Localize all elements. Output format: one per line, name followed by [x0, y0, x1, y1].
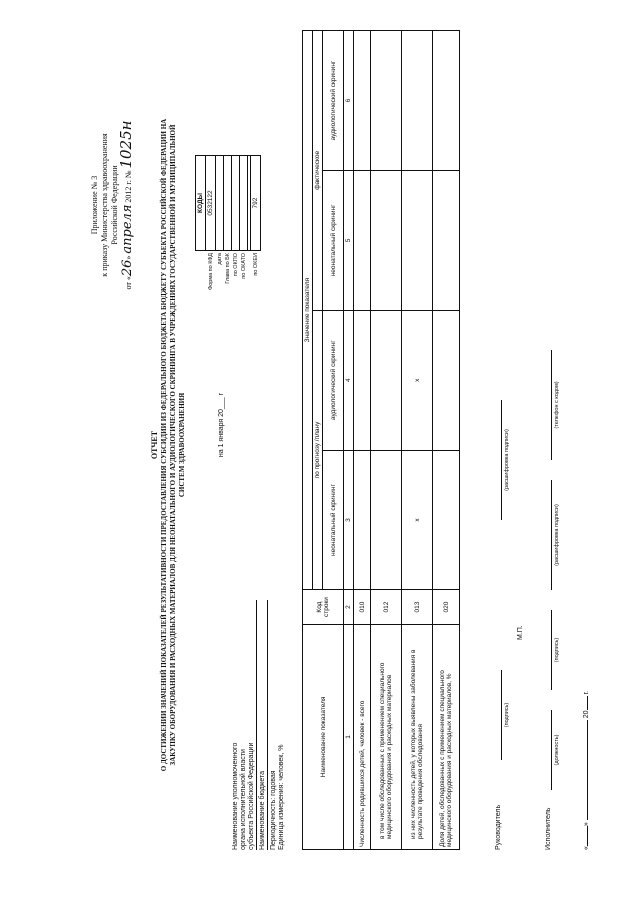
executor-phone-caption: (телефон с кодом) — [554, 381, 560, 429]
row-cell[interactable] — [371, 31, 402, 171]
row-cell[interactable] — [433, 171, 460, 311]
field-line: Наименование уполномоченного — [232, 742, 239, 850]
executor-signature-line — [551, 610, 552, 690]
row-name: Доля детей, обследованных с применением специального медицинского оборудования и расходных материалов, % — [433, 624, 460, 849]
codes-value: 0532122 — [206, 156, 216, 251]
row-cell[interactable] — [371, 171, 402, 311]
codes-label: Глава по БК — [224, 253, 231, 284]
header-fact: фактическое — [313, 31, 323, 311]
row-name: в том числе обследованных с применением специального медицинского оборудования и расходных материалов — [371, 624, 402, 849]
header-plan-audio: аудиологический скрининг — [323, 310, 344, 450]
field-line: Единица измерения: человек, % — [278, 744, 285, 850]
date-quote-close: » — [583, 822, 590, 827]
row-cell[interactable] — [354, 31, 371, 171]
row-name: из них численность детей, у которых выявлены заболевания в результате проведения обследования — [402, 624, 433, 849]
header-code: Код строки — [303, 590, 344, 624]
header-plan: по прогнозу /плану — [313, 310, 323, 590]
report-heading: ОТЧЕТ — [150, 430, 159, 460]
main-table-wrap — [302, 30, 460, 850]
codes-box — [195, 155, 261, 305]
row-cell[interactable] — [354, 171, 371, 311]
report-title-line-2: ЗАКУПКУ ОБОРУДОВАНИЯ И РАСХОДНЫХ МАТЕРИАЛОВ ДЛЯ НЕОНАТАЛЬНОГО И АУДИОЛОГИЧЕСКОГО СКРИНИНГА В УЧРЕЖДЕНИЯХ ГОСУДАРСТВЕННОЙ И МУНИЦИПАЛЬНОЙ — [169, 124, 177, 766]
date-year-blank — [587, 696, 588, 710]
row-cell[interactable] — [371, 310, 402, 450]
head-decoding-line — [501, 400, 502, 520]
date-year-prefix: 20 — [583, 710, 590, 719]
row-code: 013 — [402, 590, 433, 624]
head-decoding-caption: (расшифровка подписи) — [504, 429, 510, 491]
row-cell[interactable] — [433, 310, 460, 450]
appendix-date-year: 2012 г. № — [124, 170, 133, 203]
row-cell[interactable] — [354, 310, 371, 450]
appendix-line-3: Российской Федерации — [110, 165, 119, 245]
table-row — [402, 31, 433, 850]
codes-label: дата — [216, 253, 223, 265]
appendix-line-2: к приказу Министерства здравоохранения — [100, 133, 109, 277]
row-name: Численность родившихся детей, человек - всего — [354, 624, 371, 849]
row-code: 010 — [354, 590, 371, 624]
codes-label-cell — [196, 251, 206, 306]
row-cell[interactable]: x — [402, 310, 433, 450]
appendix-date-prefix: от « — [124, 276, 133, 290]
date-quote-open: « — [583, 846, 590, 850]
main-table — [302, 30, 460, 850]
table-row — [354, 31, 371, 850]
head-signature-line — [501, 670, 502, 760]
row-cell[interactable] — [371, 450, 402, 590]
header-name: Наименование показателя — [303, 624, 344, 849]
executor-decoding-caption: (расшифровка подписи) — [554, 504, 560, 566]
row-cell[interactable] — [433, 31, 460, 171]
column-number: 2 — [344, 590, 354, 624]
codes-value — [224, 156, 232, 251]
codes-label: по ОКАТО — [240, 253, 247, 279]
executor-position-caption: (должность) — [554, 734, 560, 766]
row-cell[interactable]: x — [402, 450, 433, 590]
row-code: 012 — [371, 590, 402, 624]
signatures-block — [495, 290, 635, 850]
date-year-suffix: г. — [583, 690, 590, 695]
row-cell[interactable] — [402, 171, 433, 311]
field-line: Наименование бюджета — [259, 600, 268, 850]
report-title-line-3: СИСТЕМ ЗДРАВООХРАНЕНИЯ — [178, 392, 186, 498]
header-fact-neo: неонатальный скрининг — [323, 171, 344, 311]
executor-phone-line — [551, 350, 552, 460]
row-cell[interactable] — [433, 450, 460, 590]
field-line: субъекта Российской Федерации — [248, 600, 257, 850]
codes-table — [195, 155, 261, 305]
codes-label: по ОКЕИ — [252, 253, 259, 276]
column-numbers-row — [344, 31, 354, 850]
row-cell[interactable] — [354, 450, 371, 590]
column-number: 5 — [344, 171, 354, 311]
codes-label: Форма по КФД — [207, 253, 214, 290]
field-line: Периодичность: годовая — [270, 770, 277, 850]
report-title — [150, 45, 187, 845]
appendix-date-day: 26 — [120, 259, 135, 277]
codes-label: по ОКПО — [232, 253, 239, 277]
header-fact-audio: аудиологический скрининг — [323, 31, 344, 171]
header-values: Значение показателя — [303, 31, 313, 590]
head-signature-caption: (подпись) — [504, 702, 510, 728]
appendix-order-number: 1025н — [117, 120, 135, 169]
codes-value: 792 — [251, 156, 261, 251]
codes-header: КОДЫ — [196, 156, 206, 251]
header-plan-neo: неонатальный скрининг — [323, 450, 344, 590]
date-line — [583, 590, 591, 850]
stamp-mark: М.П. — [517, 625, 524, 640]
column-number: 1 — [344, 624, 354, 849]
codes-value — [240, 156, 248, 251]
appendix-line-1: Приложение № 3 — [90, 175, 99, 235]
report-title-line-1: О ДОСТИЖЕНИИ ЗНАЧЕНИЙ ПОКАЗАТЕЛЕЙ РЕЗУЛЬТАТИВНОСТИ ПРЕДОСТАВЛЕНИЯ СУБСИДИИ ИЗ ФЕДЕРАЛЬНОГО БЮДЖЕТА БЮДЖЕТУ СУБЪЕКТА РОССИЙСКОЙ ФЕДЕРАЦИИ НА — [160, 118, 168, 772]
codes-value — [216, 156, 224, 251]
executor-position-line — [551, 710, 552, 790]
appendix-block — [90, 105, 135, 305]
report-date-line: на 1 января 20___ г — [218, 392, 225, 458]
codes-value — [232, 156, 240, 251]
row-cell[interactable] — [402, 31, 433, 171]
executor-signature-caption: (подпись) — [554, 637, 560, 663]
fields-block — [232, 590, 286, 850]
table-row — [371, 31, 402, 850]
row-code: 020 — [433, 590, 460, 624]
date-day-blank — [587, 826, 588, 846]
column-number: 4 — [344, 310, 354, 450]
executor-decoding-line — [551, 480, 552, 590]
executor-label: Исполнитель — [545, 807, 552, 850]
date-month-blank — [587, 720, 588, 820]
head-label: Руководитель — [495, 804, 502, 850]
appendix-date-line: от «26» апреля 2012 г. № 1025н — [117, 120, 135, 290]
column-number: 3 — [344, 450, 354, 590]
table-row — [433, 31, 460, 850]
field-line: органа исполнительной власти — [240, 749, 247, 850]
column-number: 6 — [344, 31, 354, 171]
appendix-date-month: апреля — [120, 204, 135, 254]
